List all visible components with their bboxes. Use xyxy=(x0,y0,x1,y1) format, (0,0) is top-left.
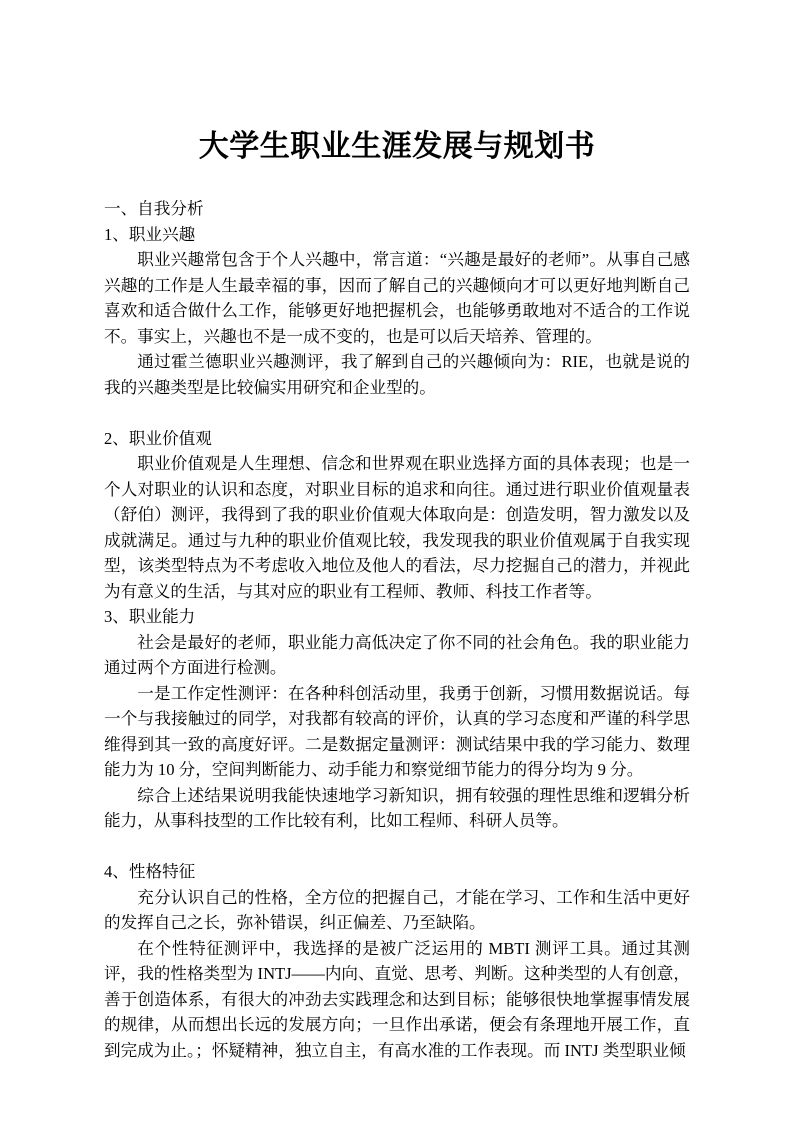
paragraph-personality-intro: 充分认识自己的性格，全方位的把握自己，才能在学习、工作和生活中更好的发挥自己之长，弥补错误，纠正偏差、乃至缺陷。 xyxy=(104,887,690,932)
heading-self-analysis: 一、自我分析 xyxy=(104,199,204,218)
document-body xyxy=(104,196,690,1063)
paragraph-career-ability-tests: 一是工作定性测评：在各种科创活动里，我勇于创新，习惯用数据说话。每一个与我接触过的同学，对我都有较高的评价，认真的学习态度和严谨的科学思维得到其一致的高度好评。二是数据定量测评：测试结果中我的学习能力、数理能力为 10 分，空间判断能力、动手能力和察觉细节能力的得分均为 9 分。 xyxy=(104,683,690,779)
document-title: 大学生职业生涯发展与规划书 xyxy=(198,130,596,163)
heading-career-interest: 1、职业兴趣 xyxy=(104,224,196,244)
heading-personality-traits: 4、性格特征 xyxy=(104,862,196,881)
heading-career-ability: 3、职业能力 xyxy=(104,607,196,626)
heading-career-values: 2、职业价值观 xyxy=(104,428,212,448)
paragraph-career-ability-intro: 社会是最好的老师，职业能力高低决定了你不同的社会角色。我的职业能力通过两个方面进行检测。 xyxy=(104,632,690,677)
paragraph-career-ability-summary: 综合上述结果说明我能快速地学习新知识，拥有较强的理性思维和逻辑分析能力，从事科技型的工作比较有利，比如工程师、科研人员等。 xyxy=(104,785,690,830)
paragraph-career-values: 职业价值观是人生理想、信念和世界观在职业选择方面的具体表现；也是一个人对职业的认识和态度，对职业目标的追求和向往。通过进行职业价值观量表（舒伯）测评，我得到了我的职业价值观大体取向是：创造发明，智力激发以及成就满足。通过与九种的职业价值观比较，我发现我的职业价值观属于自我实现型，该类型特点为不考虑收入地位及他人的看法，尽力挖掘自己的潜力，并视此为有意义的生活，与其对应的职业有工程师、教师、科技工作者等。 xyxy=(104,454,690,601)
paragraph-career-interest-intro: 职业兴趣常包含于个人兴趣中，常言道：“兴趣是最好的老师”。从事自己感兴趣的工作是人生最幸福的事，因而了解自己的兴趣倾向才可以更好地判断自己喜欢和适合做什么工作，能够更好地把握机会，也能够勇敢地对不适合的工作说不。事实上，兴趣也不是一成不变的，也是可以后天培养、管理的。 xyxy=(104,250,690,346)
paragraph-career-interest-holland-result: 通过霍兰德职业兴趣测评，我了解到自己的兴趣倾向为：RIE，也就是说的我的兴趣类型是比较偏实用研究和企业型的。 xyxy=(104,352,690,397)
paragraph-personality-mbti-result: 在个性特征测评中，我选择的是被广泛运用的 MBTI 测评工具。通过其测评，我的性格类型为 INTJ——内向、直觉、思考、判断。这种类型的人有创意，善于创造体系，有很大的冲劲去实践理念和达到目标；能够很快地掌握事情发展的规律，从而想出长远的发展方向；一旦作出承诺，便会有条理地开展工作，直到完成为止。；怀疑精神，独立自主，有高水准的工作表现。而 INTJ 类型职业倾 xyxy=(104,938,690,1060)
